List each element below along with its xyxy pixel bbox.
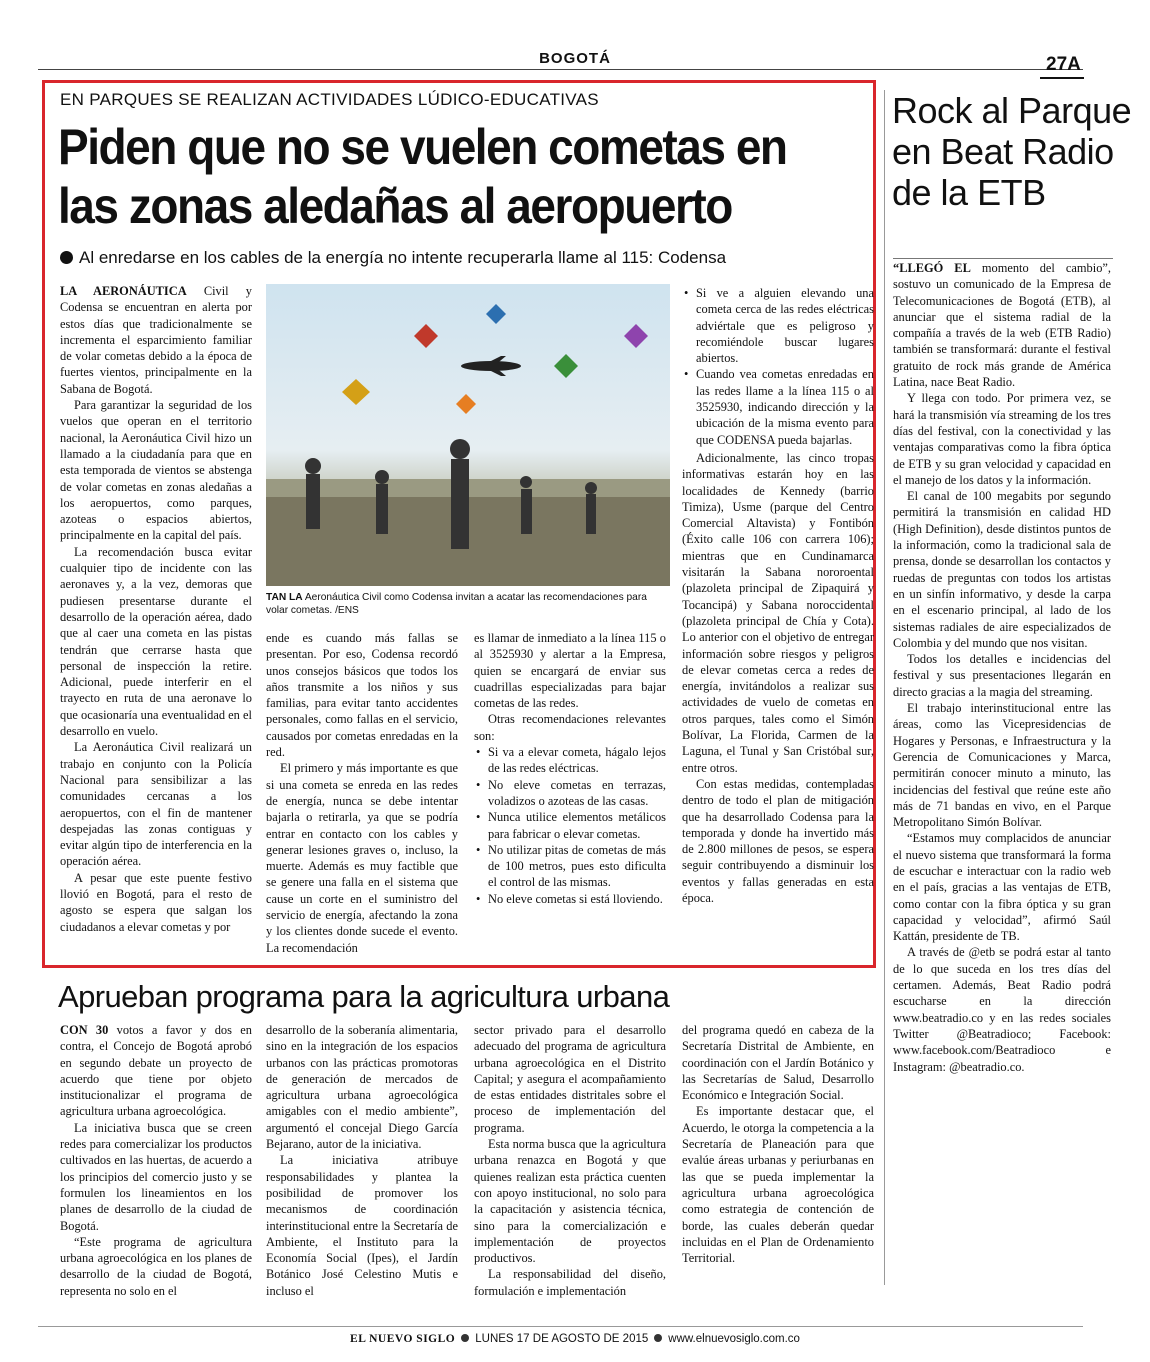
newspaper-name: EL NUEVO SIGLO	[350, 1333, 456, 1345]
paragraph: La iniciativa busca que se creen redes para comercializar los productos cultivados en las huertas, de acuerdo a los principios del comercio justo y se formulen los lineamientos en los planes de desarrollo de la ciudad de Bogotá.	[60, 1120, 252, 1233]
list-item: • Cuando vea cometas enredadas en las redes llame a la línea 115 o al 3525930, indicando dirección y la ubicación de la misma evento para que CODENSA pueda bajarlas.	[682, 366, 874, 447]
second-column-3	[474, 1022, 666, 1299]
page-number: 27A	[1046, 54, 1081, 75]
paragraph: es llamar de inmediato a la línea 115 o al 3525930 y alertar a la Empresa, quien se encargará de enviar sus cuadrillas especializadas para bajar cometas de las redes.	[474, 631, 666, 711]
kite-icon	[342, 379, 370, 405]
lead-caps: LA AERONÁUTICA	[60, 284, 187, 298]
airplane-icon	[461, 356, 521, 376]
subhead-text: Al enredarse en los cables de la energía no intente recuperarla llame al 115: Codensa	[79, 248, 727, 267]
paragraph: La iniciativa atribuye responsabilidades y plantea la posibilidad de promover los mecanismos de coordinación interinstitucional entre la Secretaría de Ambiente, el Instituto para la Economía Social (Ipes), el Jardín Botánico José Celestino Mutis e incluso el	[266, 1153, 458, 1298]
paragraph: La recomendación busca evitar cualquier tipo de incidente con las aeronaves y, a la vez, demoras que pudiesen presentarse durante el desarrollo de la operación aérea, dado que al caer una cometa en las pistas tendrán que cerrarse hasta que personal de inspección la retire. Adicional, puede interferir en el trayecto en ruta de una aeronave lo que ocasionaría una eventualidad en el desarrollo en vuelo.	[60, 544, 252, 739]
sidebar-rule	[893, 258, 1113, 259]
list-item: • No eleve cometas si está lloviendo.	[474, 891, 666, 907]
paragraph: El canal de 100 megabits por segundo permitirá la transmisión en calidad HD (High Definition), desde distintos puntos de la información, como la tradicional sala de prensa, donde se desarrollan los contactos y ruedas de preguntas con todos los artistas en un sinfín informativo, y desde la carpa en el escenario principal, al lado de los sistemas radiales de aire especializados de Colombia y del mundo que nos visitan.	[893, 489, 1111, 650]
second-article-headline: Aprueban programa para la agricultura urbana	[58, 979, 670, 1014]
list-item: • Si ve a alguien elevando una cometa cerca de las redes eléctricas adviértale que es peligroso y recomiéndole buscar lugares abiertos.	[682, 285, 874, 366]
paragraph: del programa quedó en cabeza de la Secretaría Distrital de Ambiente, en coordinación con el Jardín Botánico y las Secretarías de Salud, Desarrollo Económico e Integración Social.	[682, 1023, 874, 1103]
section-name: BOGOTÁ	[539, 50, 611, 67]
page-footer	[0, 1333, 1150, 1345]
paragraph: Esta norma busca que la agricultura urbana renazca en Bogotá y que quienes realizan esta práctica cuenten con apoyo institucional, no solo para la capacitación y asistencia técnica, sino para la comercialización e implementación de proyectos productivos.	[474, 1137, 666, 1266]
paragraph: “Estamos muy complacidos de anunciar el nuevo sistema que transformará la forma de escuchar e interactuar con la radio web en el país, gracias a las ventajas de ETB, como contar con la fibra óptica y su gran capacidad y velocidad”, afirmó Saúl Kattán, presidente de TB.	[893, 831, 1111, 944]
recommendations-list	[474, 744, 666, 907]
list-item: • Nunca utilice elementos metálicos para fabricar o elevar cometas.	[474, 809, 666, 842]
website-url: www.elnuevosiglo.com.co	[668, 1333, 800, 1345]
article-photo	[266, 284, 670, 586]
kite-icon	[554, 354, 578, 378]
paragraph: desarrollo de la soberanía alimentaria, sino en la integración de los espacios urbanos con las prácticas promotoras de generación de mercados de agricultura urbana agroecológica amigables con el medio ambiente”, argumentó el concejal Diego García Bejarano, autor de la iniciativa.	[266, 1023, 458, 1152]
lead-paragraph: “LLEGÓ EL momento del cambio”, sostuvo un comunicado de la Empresa de Telecomunicaciones de Bogotá (ETB), al anunciar que el sistema radial de la compañía a través de la web (ETB Radio) también se transformará: durante el festival gratuito de rock más grande de América Latina, nace Beat Radio.	[893, 261, 1111, 390]
kites-illustration	[266, 284, 670, 586]
kite-icon	[486, 304, 506, 324]
lead-caps: “LLEGÓ EL	[893, 261, 971, 275]
article-column-4	[682, 285, 874, 906]
sidebar-divider	[884, 90, 885, 1285]
lead-paragraph: LA AERONÁUTICA Civil y Codensa se encuentran en alerta por estos días que tradicionalmente se incrementa el esparcimiento familiar de volar cometas debido a la época de fuertes vientos, principalmente en la Sabana de Bogotá.	[60, 284, 252, 396]
paragraph: Todos los detalles e incidencias del festival y sus presentaciones llegarán en directo gracias a la magia del streaming.	[893, 652, 1111, 699]
sidebar-column	[893, 260, 1111, 1075]
lead-caps: CON 30	[60, 1023, 109, 1037]
paragraph: La Aeronáutica Civil realizará un trabajo en conjunto con la Policía Nacional para sensibilizar a las comunidades cercanas a los aeropuertos, con el fin de mantener despejadas las zonas contiguas y evitar algún tipo de interferencia en la operación aérea.	[60, 740, 252, 869]
recommendations-list-continued	[682, 285, 874, 448]
paragraph: La responsabilidad del diseño, formulación e implementación	[474, 1267, 666, 1298]
second-column-1	[60, 1022, 252, 1299]
paragraph: Para garantizar la seguridad de los vuelos que operan en el territorio nacional, la Aeronáutica Civil hizo un llamado a la ciudadanía para que en esta temporada de vientos se abstenga de volar cometas en zonas aledañas a los aeropuertos, como parques, azoteas o espacios abiertos, principalmente en la capital del país.	[60, 398, 252, 543]
second-column-2	[266, 1022, 458, 1299]
list-item: • Si va a elevar cometa, hágalo lejos de las redes eléctricas.	[474, 744, 666, 777]
paragraph: Adicionalmente, las cinco tropas informativas estarán hoy en las localidades de Kennedy (barrio Timiza), Usme (parque del Centro Comercial Altavista) y Fontibón (Éxito calle 106 con carrera 106); mientras que en Cundinamarca visitarán la Sabana nororoental (plazoleta principal de Zipaquirá y Tocancipá) y Sabana noroccidental (plazoleta principal de Chía y Cota). Lo anterior con el objetivo de entregar información sobre riesgos y peligros de elevar cometas cerca a redes de energía, invitándolos a realizar sus actividades de vuelo de cometas en otros parques, tales como el Simón Bolívar, La Florida, Carmen de la Laguna, el Tunal y San Cristóbal sur, entre otros.	[682, 450, 874, 775]
paragraph: A través de @etb se podrá estar al tanto de lo que suceda en los tres días del certamen. Además, Beat Radio podrá escucharse en la dirección www.beatradio.co y en las redes sociales Twitter @Beatradioco; Facebook: www.facebook.com/Beatradioco e Instagram: @beatradio.co.	[893, 945, 1111, 1074]
photo-caption: TAN LA Aeronáutica Civil como Codensa invitan a acatar las recomendaciones para volar cometas. /ENS	[266, 592, 647, 616]
list-item: • No utilizar pitas de cometas de más de 100 metros, pues esto dificulta el control de las mismas.	[474, 842, 666, 891]
paragraph: Otras recomendaciones relevantes son:	[474, 712, 666, 743]
kite-icon	[624, 324, 648, 348]
kite-icon	[456, 394, 476, 414]
issue-date: LUNES 17 DE AGOSTO DE 2015	[475, 1333, 649, 1345]
paragraph: El primero y más importante es que si una cometa se enreda en las redes de energía, nunca se debe intentar bajarla o retirarla, ya que se podría entrar en contacto con los cables y generar lesiones graves o, incluso, la muerte. Además es muy factible que se genere una falla en el sistema que cause un corte en el suministro del servicio de energía, afectando la zona y los clientes donde sucede el evento. La recomendación	[266, 761, 458, 955]
paragraph: Es importante destacar que, el Acuerdo, le otorga la competencia a la Secretaría de Planeación para que evalúe áreas urbanas y periurbanas en las que se pueda implementar la agricultura urbana agroecológica como estrategia de contención de borde, las cuales deberán quedar incluidas en el Plan de Ordenamiento Territorial.	[682, 1104, 874, 1266]
page-number-rule	[1040, 77, 1084, 79]
separator-dot-icon	[654, 1334, 662, 1342]
article-subhead	[60, 248, 860, 268]
lead-paragraph: CON 30 votos a favor y dos en contra, el Concejo de Bogotá aprobó en segundo debate un proyecto de acuerdo que tiene por objeto institucionalizar el programa de agricultura urbana agroecológica.	[60, 1023, 252, 1119]
list-item: • No eleve cometas en terrazas, voladizos o azoteas de las casas.	[474, 777, 666, 810]
article-column-2	[266, 630, 458, 956]
paragraph: El trabajo interinstitucional entre las áreas, como las Vicepresidencias de Hogares y Personas, e Infraestructura y la Gerencia de Comunicaciones y Marca, permitirán conocer minuto a minuto, las incidencias del festival que reúne este año más de 71 bandas en vivo, en el Parque Metropolitano Simón Bolívar.	[893, 701, 1111, 830]
paragraph: Con estas medidas, contempladas dentro de todo el plan de mitigación que ha desarrollado Codensa para la temporada y donde ha invertido más de 2.800 millones de pesos, se espera seguir contribuyendo a disminuir los eventos y fallas generadas en esta época.	[682, 776, 874, 905]
caption-lead: TAN LA	[266, 592, 303, 603]
header-rule	[38, 69, 1083, 70]
paragraph: A pesar que este puente festivo llovió en Bogotá, para el resto de agosto se espera que salgan los ciudadanos a elevar cometas y por	[60, 870, 252, 934]
article-kicker: EN PARQUES SE REALIZAN ACTIVIDADES LÚDICO-EDUCATIVAS	[60, 90, 599, 109]
footer-rule	[38, 1326, 1083, 1327]
bullet-dot-icon	[60, 251, 73, 264]
sidebar-headline: Rock al Parque en Beat Radio de la ETB	[892, 90, 1132, 213]
paragraph: “Este programa de agricultura urbana agroecológica en los planes de desarrollo de la ciudad de Bogotá, representa no solo en el	[60, 1234, 252, 1298]
article-headline: Piden que no se vuelen cometas en las zonas aledañas al aeropuerto	[58, 119, 787, 234]
kite-icon	[414, 324, 438, 348]
second-column-4	[682, 1022, 874, 1266]
paragraph: ende es cuando más fallas se presentan. Por eso, Codensa recordó unos consejos básicos que todos los años transmite a los niños y sus familias, para evitar tanto accidentes personales, como fallas en el servicio, causados por cometas enredadas en la red.	[266, 631, 458, 760]
article-column-3	[474, 630, 666, 909]
separator-dot-icon	[461, 1334, 469, 1342]
paragraph: sector privado para el desarrollo adecuado del programa de agricultura urbana agroecológica en el Distrito Capital; y asegura el acompañamiento de estas entidades distritales sobre el proceso de implementación del programa.	[474, 1023, 666, 1135]
paragraph: Y llega con todo. Por primera vez, se hará la transmisión vía streaming de los tres días del festival, con la conectividad y las ventajas comparativas como la fibra óptica de ETB y su gran velocidad y capacidad en el manejo de los datos y la información.	[893, 391, 1111, 487]
article-column-1	[60, 283, 252, 935]
